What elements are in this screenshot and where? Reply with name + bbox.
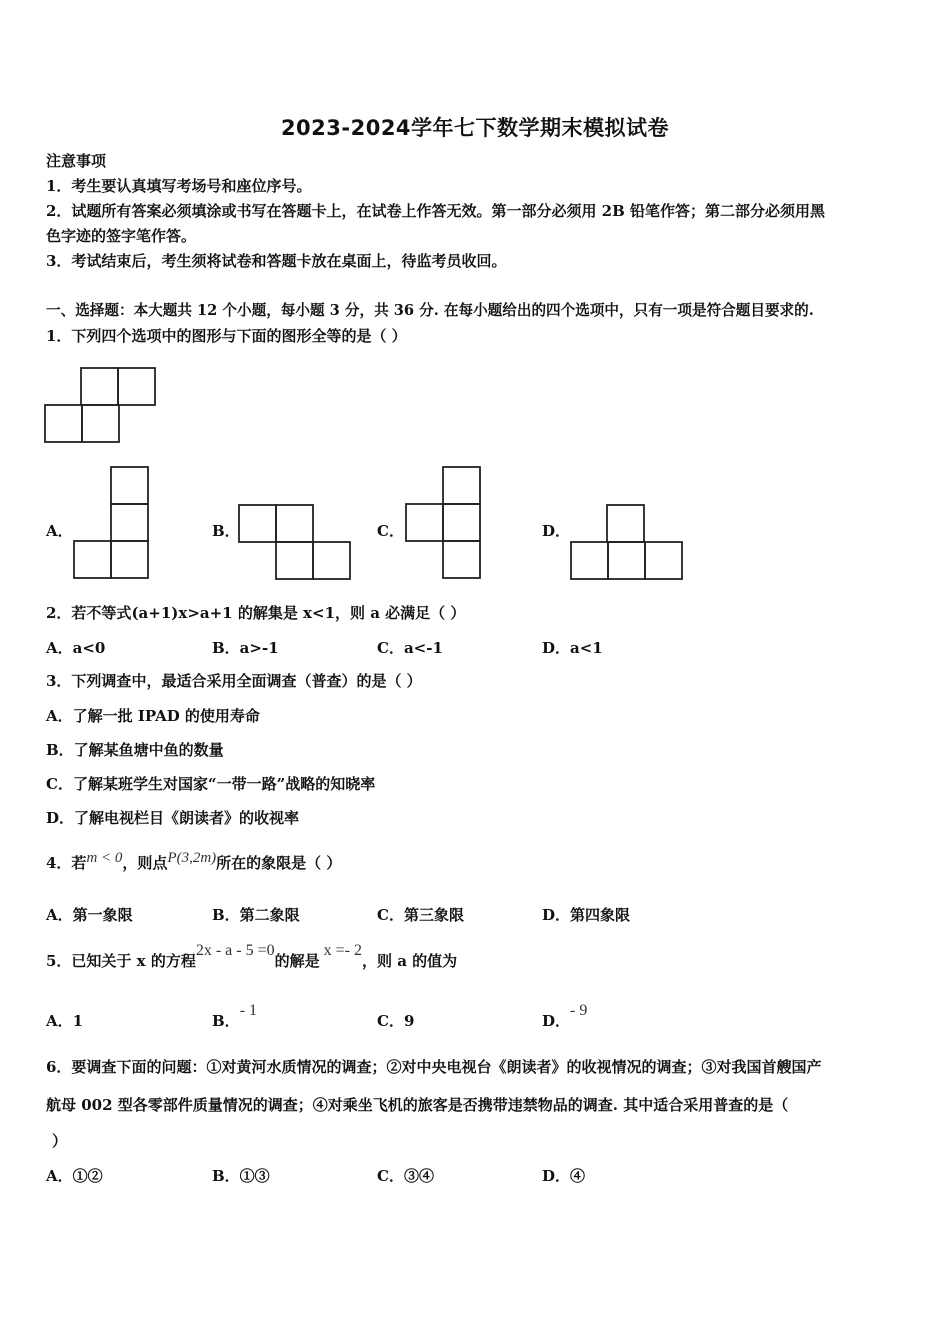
q5-option-a[interactable]: A．1: [46, 1012, 84, 1030]
q4-stem-pre: 4．若: [46, 854, 87, 872]
q2-stem-pre: 2．若不等式: [46, 604, 132, 622]
q5-option-b[interactable]: [212, 1002, 258, 1031]
page-title: 2023-2024学年七下数学期末模拟试卷: [280, 116, 670, 140]
q2-stem-post: 的解集是 x<1，则 a 必满足（ ）: [232, 604, 466, 622]
q5-option-d-label: D．: [542, 1012, 571, 1030]
q6-option-d[interactable]: D．④: [542, 1167, 586, 1185]
q5-stem-mid: 的解是: [274, 952, 320, 970]
q5-solution: x =- 2: [323, 942, 362, 959]
q4-condition: m < 0: [86, 850, 123, 866]
q2-inequality: (a+1)x>a+1: [131, 604, 233, 622]
q3-option-c[interactable]: C．了解某班学生对国家“一带一路”战略的知晓率: [46, 775, 376, 793]
q5-stem: [46, 942, 458, 972]
notice-heading: 注意事项: [46, 152, 107, 170]
q1-option-b-figure[interactable]: [238, 504, 353, 582]
q4-stem-mid: ，则点: [122, 854, 168, 872]
section-heading: 一、选择题：本大题共 12 个小题，每小题 3 分，共 36 分. 在每小题给出的四个选项中，只有一项是符合题目要求的.: [46, 302, 814, 319]
q4-point: P(3,2m): [167, 850, 217, 866]
q6-option-a[interactable]: A．①②: [46, 1167, 103, 1185]
q4-option-c[interactable]: C．第三象限: [377, 906, 464, 924]
notice-item-1: 1．考生要认真填写考场号和座位序号。: [46, 177, 312, 195]
notice-item-2: 2．试题所有答案必须填涂或书写在答题卡上，在试卷上作答无效。第一部分必须用 2B 铅笔作答；第二部分必须用黑: [46, 202, 826, 220]
q2-option-a[interactable]: A．a<0: [46, 639, 106, 657]
q6-option-c[interactable]: C．③④: [377, 1167, 434, 1185]
q4-option-b[interactable]: B．第二象限: [212, 906, 300, 924]
q6-option-b[interactable]: B．①③: [212, 1167, 270, 1185]
q5-stem-post: ，则 a 的值为: [361, 952, 458, 970]
q3-option-b[interactable]: B．了解某鱼塘中鱼的数量: [46, 741, 224, 759]
q5-option-b-label: B．: [212, 1012, 240, 1030]
q5-equation: 2x - a - 5 =0: [195, 942, 275, 959]
notice-item-3: 3．考试结束后，考生须将试卷和答题卡放在桌面上，待监考员收回。: [46, 252, 507, 270]
q5-option-b-value: - 1: [239, 1002, 258, 1019]
q2-option-d[interactable]: D．a<1: [542, 639, 603, 657]
q6-stem-line-3: ）: [52, 1132, 68, 1150]
q3-stem: 3．下列调查中，最适合采用全面调查（普查）的是（ ）: [46, 672, 422, 690]
q2-option-b[interactable]: B．a>-1: [212, 639, 279, 657]
q2-stem: [46, 603, 465, 623]
q5-stem-pre: 5．已知关于 x 的方程: [46, 952, 196, 970]
q1-reference-figure: [44, 367, 159, 445]
q4-option-d[interactable]: D．第四象限: [542, 906, 631, 924]
q1-option-b-label[interactable]: B．: [212, 522, 240, 540]
q4-stem: [46, 850, 342, 874]
q4-stem-post: 所在的象限是（ ）: [216, 854, 342, 872]
q4-option-a[interactable]: A．第一象限: [46, 906, 133, 924]
q5-option-d[interactable]: [542, 1002, 588, 1031]
q1-option-d-label[interactable]: D．: [542, 522, 571, 540]
q3-option-d[interactable]: D．了解电视栏目《朗读者》的收视率: [46, 809, 300, 827]
q5-option-c[interactable]: C．9: [377, 1012, 415, 1030]
notice-item-2-cont: 色字迹的签字笔作答。: [46, 227, 197, 245]
q1-option-c-label[interactable]: C．: [377, 522, 404, 540]
q2-option-c[interactable]: C．a<-1: [377, 639, 443, 657]
q3-option-a[interactable]: A．了解一批 IPAD 的使用寿命: [46, 707, 260, 725]
q1-stem: 1．下列四个选项中的图形与下面的图形全等的是（ ）: [46, 327, 407, 345]
q5-option-d-value: - 9: [570, 1002, 588, 1019]
q1-option-c-figure[interactable]: [405, 466, 485, 581]
q1-option-a-figure[interactable]: [73, 466, 153, 581]
q6-stem-line-2: 航母 002 型各零部件质量情况的调查；④对乘坐飞机的旅客是否携带违禁物品的调查. 其中适合采用普查的是（: [46, 1096, 789, 1114]
q1-option-a-label[interactable]: A．: [46, 522, 73, 540]
q1-option-d-figure[interactable]: [570, 504, 685, 582]
q6-stem-line-1: 6．要调查下面的问题：①对黄河水质情况的调查；②对中央电视台《朗读者》的收视情况的调查；③对我国首艘国产: [46, 1058, 822, 1076]
